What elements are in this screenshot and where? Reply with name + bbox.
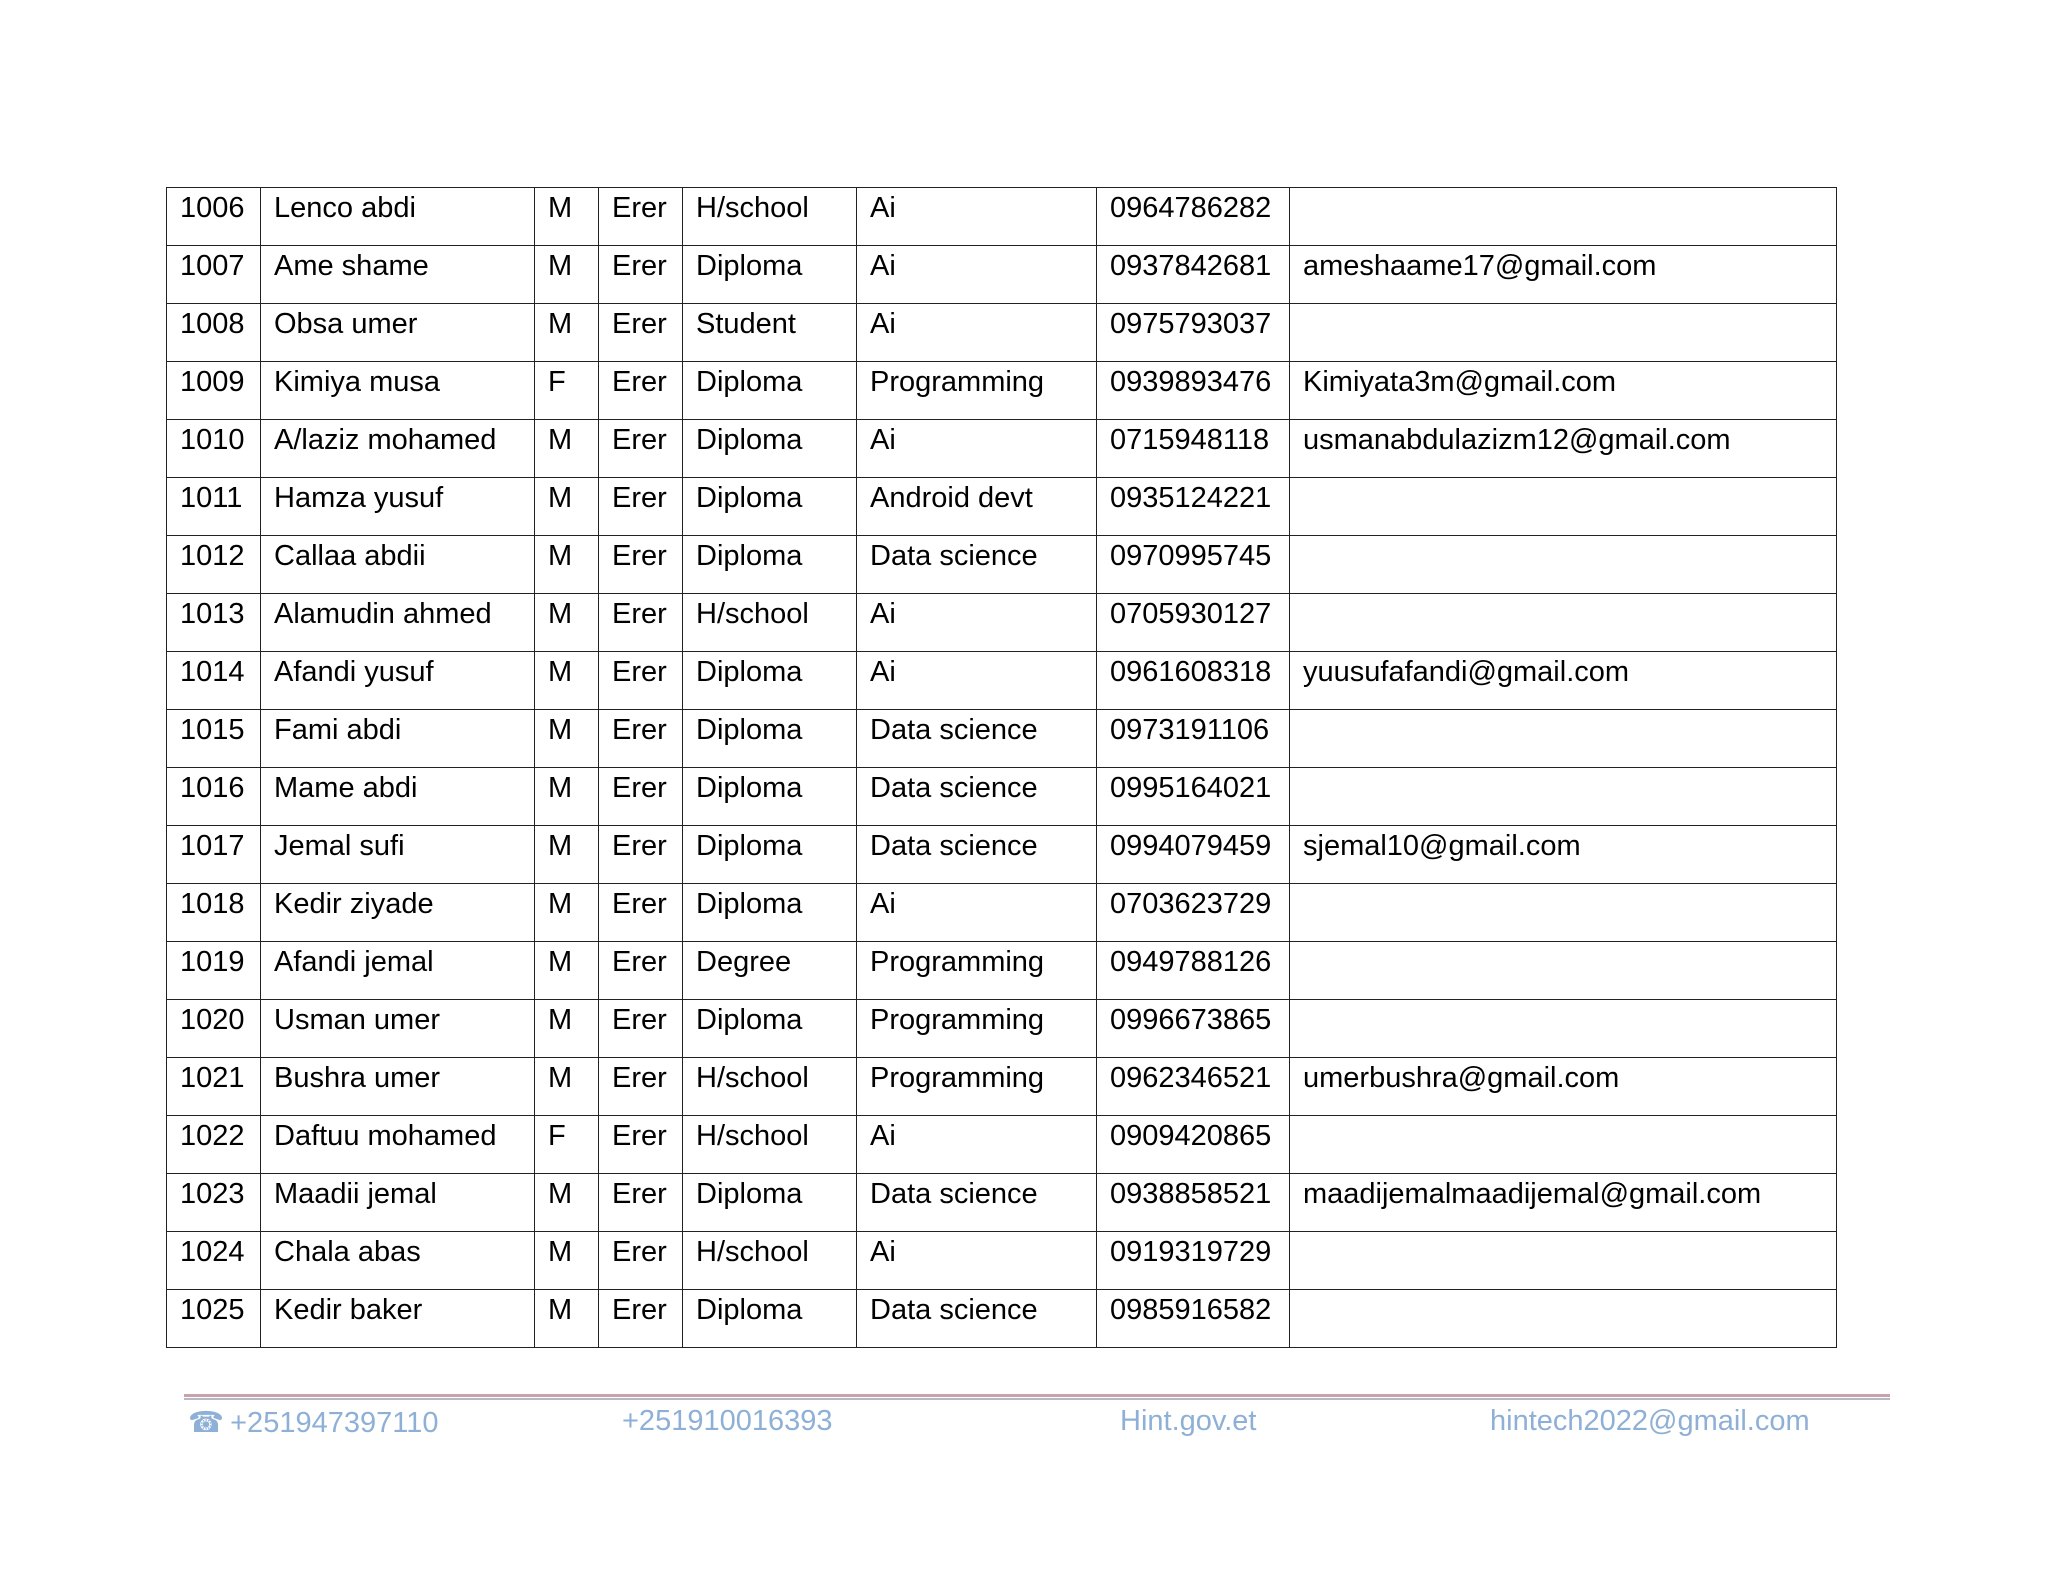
phone-cell: 0939893476 xyxy=(1097,362,1290,420)
footer-website[interactable]: Hint.gov.et xyxy=(1120,1405,1257,1437)
sex-cell: M xyxy=(535,478,599,536)
phone-cell: 0919319729 xyxy=(1097,1232,1290,1290)
field-cell: Ai xyxy=(857,884,1097,942)
phone-cell: 0935124221 xyxy=(1097,478,1290,536)
education-cell: Diploma xyxy=(683,1000,857,1058)
id-cell: 1019 xyxy=(167,942,261,1000)
field-cell: Ai xyxy=(857,594,1097,652)
location-cell: Erer xyxy=(599,536,683,594)
sex-cell: M xyxy=(535,536,599,594)
sex-cell: F xyxy=(535,1116,599,1174)
table-row xyxy=(167,1116,1837,1174)
name-cell: Obsa umer xyxy=(261,304,535,362)
phone-cell: 0994079459 xyxy=(1097,826,1290,884)
table-row xyxy=(167,536,1837,594)
phone-cell: 0938858521 xyxy=(1097,1174,1290,1232)
name-cell: Usman umer xyxy=(261,1000,535,1058)
footer-mobile xyxy=(616,1405,832,1438)
sex-cell: M xyxy=(535,246,599,304)
id-cell: 1011 xyxy=(167,478,261,536)
field-cell: Android devt xyxy=(857,478,1097,536)
education-cell: Diploma xyxy=(683,1290,857,1348)
education-cell: H/school xyxy=(683,594,857,652)
id-cell: 1018 xyxy=(167,884,261,942)
location-cell: Erer xyxy=(599,1174,683,1232)
table-row xyxy=(167,420,1837,478)
field-cell: Programming xyxy=(857,1000,1097,1058)
table-row xyxy=(167,768,1837,826)
sex-cell: M xyxy=(535,304,599,362)
name-cell: Mame abdi xyxy=(261,768,535,826)
id-cell: 1014 xyxy=(167,652,261,710)
name-cell: A/laziz mohamed xyxy=(261,420,535,478)
id-cell: 1025 xyxy=(167,1290,261,1348)
email-cell xyxy=(1290,188,1837,246)
sex-cell: M xyxy=(535,652,599,710)
sex-cell: M xyxy=(535,1058,599,1116)
sex-cell: M xyxy=(535,710,599,768)
email-cell: usmanabdulazizm12@gmail.com xyxy=(1290,420,1837,478)
name-cell: Ame shame xyxy=(261,246,535,304)
field-cell: Data science xyxy=(857,1290,1097,1348)
sex-cell: F xyxy=(535,362,599,420)
table-row xyxy=(167,1232,1837,1290)
id-cell: 1017 xyxy=(167,826,261,884)
email-cell: umerbushra@gmail.com xyxy=(1290,1058,1837,1116)
id-cell: 1020 xyxy=(167,1000,261,1058)
sex-cell: M xyxy=(535,826,599,884)
field-cell: Data science xyxy=(857,1174,1097,1232)
id-cell: 1024 xyxy=(167,1232,261,1290)
table-row xyxy=(167,304,1837,362)
name-cell: Jemal sufi xyxy=(261,826,535,884)
id-cell: 1016 xyxy=(167,768,261,826)
name-cell: Afandi yusuf xyxy=(261,652,535,710)
email-cell xyxy=(1290,1290,1837,1348)
roster-body xyxy=(167,188,1837,1348)
sex-cell: M xyxy=(535,768,599,826)
field-cell: Ai xyxy=(857,1232,1097,1290)
table-row xyxy=(167,1000,1837,1058)
table-row xyxy=(167,710,1837,768)
phone-cell: 0961608318 xyxy=(1097,652,1290,710)
field-cell: Ai xyxy=(857,1116,1097,1174)
sex-cell: M xyxy=(535,594,599,652)
phone-cell: 0996673865 xyxy=(1097,1000,1290,1058)
field-cell: Programming xyxy=(857,1058,1097,1116)
location-cell: Erer xyxy=(599,768,683,826)
phone-cell: 0962346521 xyxy=(1097,1058,1290,1116)
field-cell: Ai xyxy=(857,188,1097,246)
id-cell: 1022 xyxy=(167,1116,261,1174)
phone-cell: 0949788126 xyxy=(1097,942,1290,1000)
email-cell xyxy=(1290,1116,1837,1174)
location-cell: Erer xyxy=(599,478,683,536)
sex-cell: M xyxy=(535,188,599,246)
education-cell: Diploma xyxy=(683,1174,857,1232)
table-row xyxy=(167,826,1837,884)
id-cell: 1021 xyxy=(167,1058,261,1116)
name-cell: Kedir ziyade xyxy=(261,884,535,942)
location-cell: Erer xyxy=(599,1058,683,1116)
email-cell xyxy=(1290,768,1837,826)
name-cell: Fami abdi xyxy=(261,710,535,768)
location-cell: Erer xyxy=(599,246,683,304)
id-cell: 1009 xyxy=(167,362,261,420)
footer-mobile-number: +251910016393 xyxy=(622,1405,833,1437)
location-cell: Erer xyxy=(599,594,683,652)
field-cell: Data science xyxy=(857,768,1097,826)
field-cell: Programming xyxy=(857,942,1097,1000)
email-cell: ameshaame17@gmail.com xyxy=(1290,246,1837,304)
table-row xyxy=(167,652,1837,710)
name-cell: Hamza yusuf xyxy=(261,478,535,536)
email-cell xyxy=(1290,710,1837,768)
education-cell: Student xyxy=(683,304,857,362)
education-cell: H/school xyxy=(683,188,857,246)
id-cell: 1006 xyxy=(167,188,261,246)
education-cell: H/school xyxy=(683,1058,857,1116)
table-row xyxy=(167,884,1837,942)
sex-cell: M xyxy=(535,1174,599,1232)
education-cell: H/school xyxy=(683,1232,857,1290)
email-cell xyxy=(1290,536,1837,594)
location-cell: Erer xyxy=(599,1116,683,1174)
education-cell: Diploma xyxy=(683,420,857,478)
id-cell: 1023 xyxy=(167,1174,261,1232)
phone-cell: 0715948118 xyxy=(1097,420,1290,478)
field-cell: Ai xyxy=(857,246,1097,304)
table-row xyxy=(167,594,1837,652)
student-roster-table xyxy=(166,187,1837,1348)
location-cell: Erer xyxy=(599,1290,683,1348)
name-cell: Lenco abdi xyxy=(261,188,535,246)
email-cell xyxy=(1290,304,1837,362)
footer-divider xyxy=(184,1394,1890,1400)
location-cell: Erer xyxy=(599,420,683,478)
education-cell: Diploma xyxy=(683,768,857,826)
location-cell: Erer xyxy=(599,188,683,246)
footer-phone xyxy=(188,1405,438,1440)
id-cell: 1012 xyxy=(167,536,261,594)
name-cell: Kimiya musa xyxy=(261,362,535,420)
footer-phone-number: +251947397110 xyxy=(230,1407,439,1439)
name-cell: Kedir baker xyxy=(261,1290,535,1348)
footer-email[interactable]: hintech2022@gmail.com xyxy=(1490,1405,1810,1437)
field-cell: Data science xyxy=(857,536,1097,594)
table-row xyxy=(167,942,1837,1000)
field-cell: Ai xyxy=(857,304,1097,362)
name-cell: Bushra umer xyxy=(261,1058,535,1116)
id-cell: 1015 xyxy=(167,710,261,768)
table-row xyxy=(167,1290,1837,1348)
email-cell xyxy=(1290,478,1837,536)
sex-cell: M xyxy=(535,942,599,1000)
email-cell: Kimiyata3m@gmail.com xyxy=(1290,362,1837,420)
id-cell: 1013 xyxy=(167,594,261,652)
location-cell: Erer xyxy=(599,826,683,884)
education-cell: Diploma xyxy=(683,652,857,710)
location-cell: Erer xyxy=(599,942,683,1000)
location-cell: Erer xyxy=(599,1000,683,1058)
education-cell: Diploma xyxy=(683,826,857,884)
education-cell: Diploma xyxy=(683,884,857,942)
name-cell: Chala abas xyxy=(261,1232,535,1290)
sex-cell: M xyxy=(535,884,599,942)
education-cell: Diploma xyxy=(683,478,857,536)
location-cell: Erer xyxy=(599,362,683,420)
name-cell: Afandi jemal xyxy=(261,942,535,1000)
location-cell: Erer xyxy=(599,710,683,768)
education-cell: Diploma xyxy=(683,710,857,768)
email-cell: sjemal10@gmail.com xyxy=(1290,826,1837,884)
location-cell: Erer xyxy=(599,652,683,710)
sex-cell: M xyxy=(535,1232,599,1290)
phone-cell: 0985916582 xyxy=(1097,1290,1290,1348)
education-cell: Diploma xyxy=(683,246,857,304)
phone-cell: 0909420865 xyxy=(1097,1116,1290,1174)
phone-cell: 0705930127 xyxy=(1097,594,1290,652)
phone-cell: 0937842681 xyxy=(1097,246,1290,304)
name-cell: Callaa abdii xyxy=(261,536,535,594)
table-row xyxy=(167,188,1837,246)
email-cell xyxy=(1290,942,1837,1000)
phone-icon: ☎ xyxy=(188,1407,225,1439)
phone-cell: 0970995745 xyxy=(1097,536,1290,594)
location-cell: Erer xyxy=(599,1232,683,1290)
location-cell: Erer xyxy=(599,884,683,942)
location-cell: Erer xyxy=(599,304,683,362)
education-cell: Degree xyxy=(683,942,857,1000)
table-row xyxy=(167,1174,1837,1232)
sex-cell: M xyxy=(535,420,599,478)
sex-cell: M xyxy=(535,1290,599,1348)
phone-cell: 0975793037 xyxy=(1097,304,1290,362)
table-row xyxy=(167,246,1837,304)
field-cell: Data science xyxy=(857,710,1097,768)
phone-cell: 0964786282 xyxy=(1097,188,1290,246)
id-cell: 1010 xyxy=(167,420,261,478)
id-cell: 1007 xyxy=(167,246,261,304)
email-cell xyxy=(1290,1232,1837,1290)
email-cell xyxy=(1290,884,1837,942)
name-cell: Maadii jemal xyxy=(261,1174,535,1232)
field-cell: Data science xyxy=(857,826,1097,884)
email-cell xyxy=(1290,594,1837,652)
field-cell: Programming xyxy=(857,362,1097,420)
table-row xyxy=(167,478,1837,536)
table-row xyxy=(167,362,1837,420)
name-cell: Daftuu mohamed xyxy=(261,1116,535,1174)
education-cell: H/school xyxy=(683,1116,857,1174)
phone-cell: 0703623729 xyxy=(1097,884,1290,942)
field-cell: Ai xyxy=(857,652,1097,710)
sex-cell: M xyxy=(535,1000,599,1058)
phone-cell: 0995164021 xyxy=(1097,768,1290,826)
email-cell: maadijemalmaadijemal@gmail.com xyxy=(1290,1174,1837,1232)
email-cell: yuusufafandi@gmail.com xyxy=(1290,652,1837,710)
email-cell xyxy=(1290,1000,1837,1058)
name-cell: Alamudin ahmed xyxy=(261,594,535,652)
phone-cell: 0973191106 xyxy=(1097,710,1290,768)
education-cell: Diploma xyxy=(683,536,857,594)
education-cell: Diploma xyxy=(683,362,857,420)
table-row xyxy=(167,1058,1837,1116)
field-cell: Ai xyxy=(857,420,1097,478)
id-cell: 1008 xyxy=(167,304,261,362)
